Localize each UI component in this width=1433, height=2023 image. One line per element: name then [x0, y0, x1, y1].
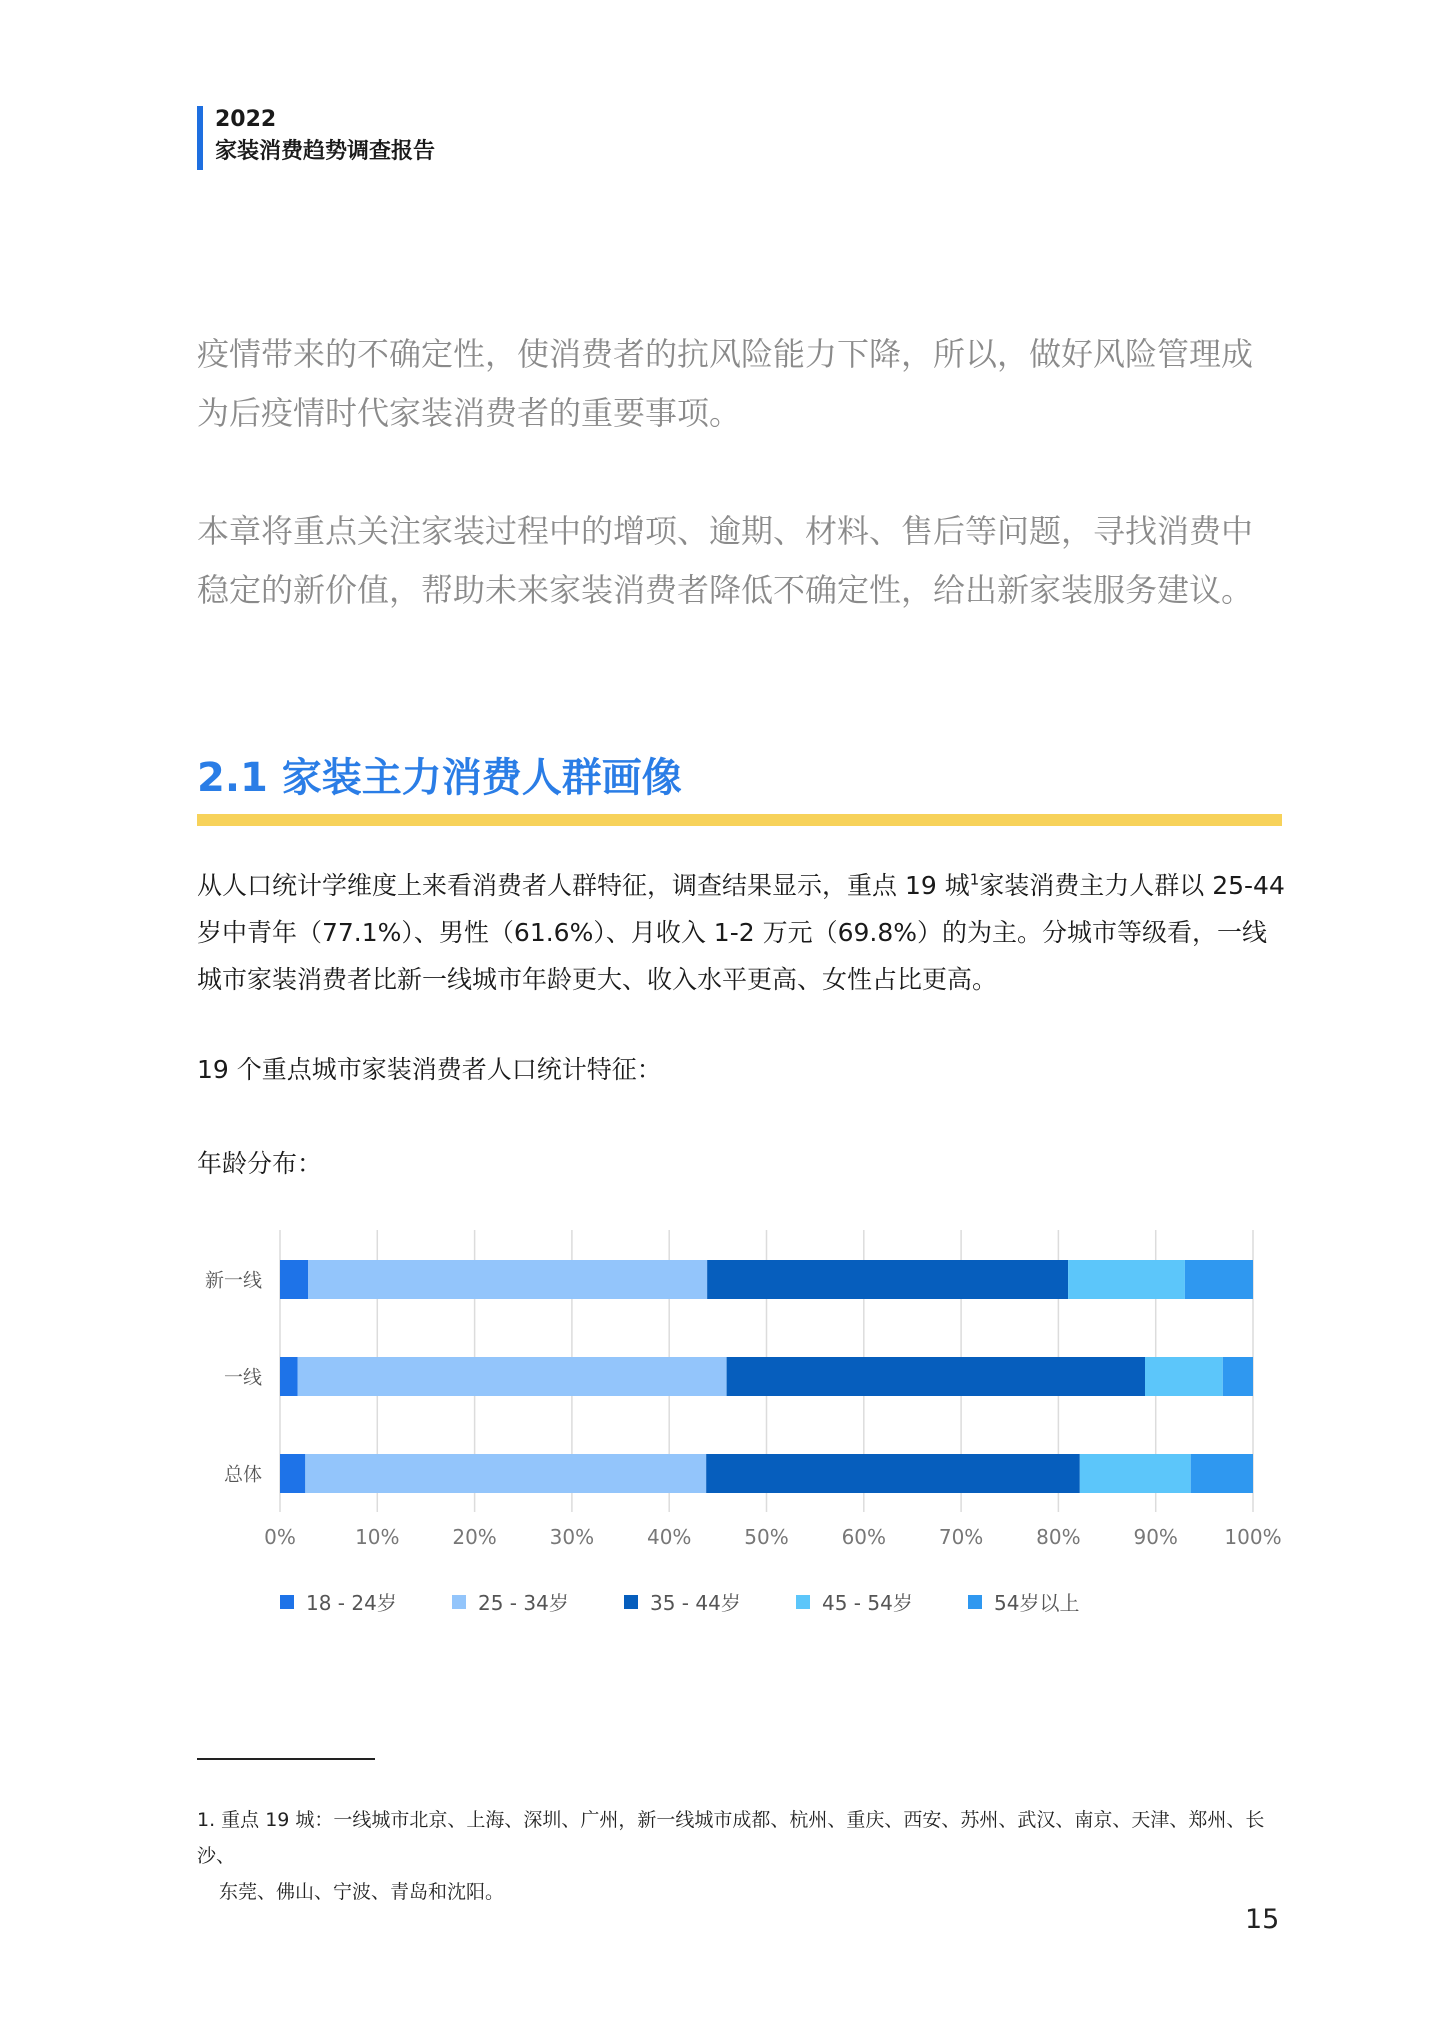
section-title: 2.1 家装主力消费人群画像 — [197, 755, 682, 801]
legend-label: 25 - 34岁 — [478, 1591, 569, 1615]
section-body-part1: 从人口统计学维度上来看消费者人群特征，调查结果显示，重点 19 城 — [197, 871, 970, 900]
section-body — [197, 862, 1287, 1003]
bar-segment — [1191, 1454, 1253, 1493]
footnote-line-1: 1. 重点 19 城：一线城市北京、上海、深圳、广州，新一线城市成都、杭州、重庆、西安、苏州、武汉、南京、天津、郑州、长沙、 — [197, 1809, 1265, 1867]
bar-segment — [1080, 1454, 1191, 1493]
x-tick-label: 70% — [938, 1525, 984, 1549]
legend-item — [796, 1587, 968, 1616]
x-tick-label: 10% — [355, 1525, 400, 1549]
legend-swatch — [624, 1595, 638, 1609]
legend-item — [280, 1587, 452, 1616]
bar-segment — [305, 1454, 706, 1493]
section-title-underline — [197, 814, 1282, 826]
category-label: 新一线 — [204, 1269, 262, 1292]
age-distribution-label: 年龄分布： — [197, 1149, 323, 1178]
footnote — [197, 1802, 1292, 1910]
header-year: 2022 — [215, 107, 277, 132]
x-tick-label: 100% — [1224, 1525, 1282, 1549]
bar-segment — [707, 1260, 1068, 1299]
x-tick-label: 20% — [452, 1525, 497, 1549]
legend-label: 35 - 44岁 — [650, 1591, 741, 1615]
x-tick-label: 60% — [841, 1525, 887, 1549]
intro-paragraph-1: 疫情带来的不确定性，使消费者的抗风险能力下降，所以，做好风险管理成为后疫情时代家装消费者的重要事项。 — [197, 335, 1254, 432]
legend-item — [968, 1587, 1140, 1616]
x-tick-label: 40% — [646, 1525, 692, 1549]
bar-segment — [1223, 1357, 1253, 1396]
footnote-line-2: 东莞、佛山、宁波、青岛和沈阳。 — [219, 1881, 505, 1903]
legend-item — [624, 1587, 796, 1616]
legend-item — [452, 1587, 624, 1616]
bar-segment — [280, 1454, 305, 1493]
page-number: 15 — [1245, 1904, 1280, 1935]
age-distribution-chart — [190, 1222, 1300, 1562]
x-tick-label: 0% — [264, 1525, 296, 1549]
header-accent-bar — [197, 106, 203, 170]
bar-segment — [727, 1357, 1145, 1396]
x-tick-label: 90% — [1133, 1525, 1178, 1549]
section-body-part2: 家装消费主力人群以 25-44 岁中青年（77.1%）、男性（61.6%）、月收入 1-2 万元（69.8%）的为主。分城市等级看，一线城市家装消费者比新一线城市年龄更大、收入水平更高、女性占比更高。 — [197, 871, 1285, 994]
legend-swatch — [452, 1595, 466, 1609]
bar-segment — [280, 1357, 298, 1396]
x-tick-label: 50% — [744, 1525, 789, 1549]
chart-caption: 19 个重点城市家装消费者人口统计特征： — [197, 1055, 662, 1084]
header-title: 家装消费趋势调查报告 — [215, 139, 436, 164]
legend-label: 18 - 24岁 — [306, 1591, 397, 1615]
legend-swatch — [280, 1595, 294, 1609]
bar-segment — [1068, 1260, 1185, 1299]
bar-segment — [1185, 1260, 1253, 1299]
intro-paragraph-2: 本章将重点关注家装过程中的增项、逾期、材料、售后等问题，寻找消费中稳定的新价值，帮助未来家装消费者降低不确定性，给出新家装服务建议。 — [197, 512, 1254, 609]
footnote-marker: 1 — [969, 870, 980, 889]
legend-swatch — [968, 1595, 982, 1609]
legend-swatch — [796, 1595, 810, 1609]
category-label: 一线 — [223, 1366, 262, 1389]
category-label: 总体 — [223, 1463, 262, 1486]
bar-segment — [298, 1357, 727, 1396]
bar-segment — [280, 1260, 308, 1299]
bar-segment — [1145, 1357, 1223, 1396]
x-tick-label: 80% — [1036, 1525, 1081, 1549]
x-tick-label: 30% — [549, 1525, 595, 1549]
legend-label: 54岁以上 — [994, 1591, 1080, 1615]
footnote-divider — [197, 1758, 375, 1760]
bar-segment — [308, 1260, 707, 1299]
bar-segment — [706, 1454, 1080, 1493]
chart-legend — [280, 1587, 1140, 1616]
legend-label: 45 - 54岁 — [822, 1591, 913, 1615]
